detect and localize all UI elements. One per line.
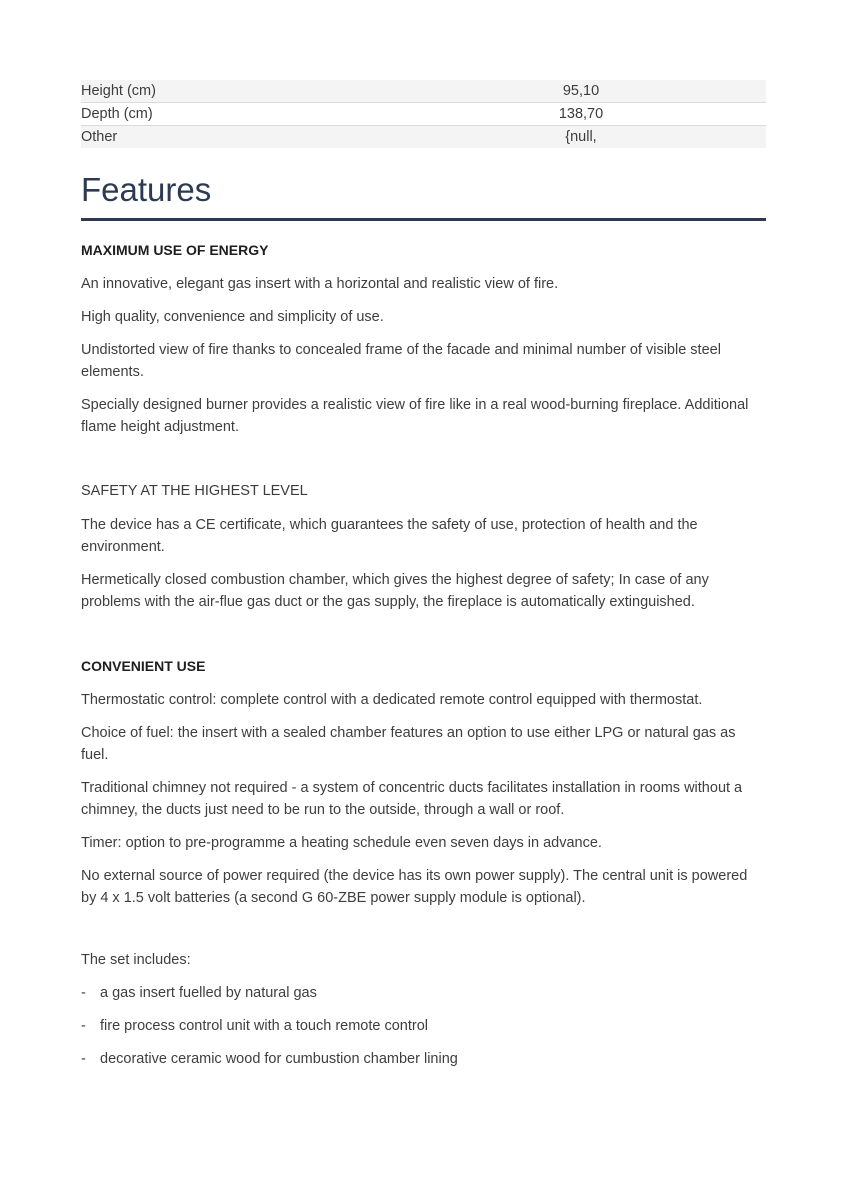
section-safety (81, 482, 766, 613)
set-includes-title: The set includes: (81, 952, 191, 968)
document-page (81, 80, 766, 1081)
specs-table (81, 80, 766, 148)
paragraph: No external source of power required (the device has its own power supply). The central unit is powered by 4 x 1.5 volt batteries (a second G 60-ZBE power supply module is optional). (81, 868, 748, 906)
list-item-text: a gas insert fuelled by natural gas (100, 985, 317, 1001)
set-includes-list (81, 982, 766, 1070)
paragraph: The device has a CE certificate, which guarantees the safety of use, protection of health and the environment. (81, 517, 698, 555)
list-item-text: decorative ceramic wood for cumbustion chamber lining (100, 1051, 458, 1067)
section-heading: CONVENIENT USE (81, 658, 206, 674)
paragraph: High quality, convenience and simplicity of use. (81, 309, 384, 325)
list-item (81, 1015, 766, 1037)
features-title: Features (81, 170, 766, 221)
list-item-text: fire process control unit with a touch remote control (100, 1018, 429, 1034)
bullet-dash: - (81, 1051, 86, 1067)
paragraph: Thermostatic control: complete control with a dedicated remote control equipped with thermostat. (81, 692, 703, 708)
paragraph: Timer: option to pre-programme a heating schedule even seven days in advance. (81, 835, 602, 851)
paragraph: Hermetically closed combustion chamber, which gives the highest degree of safety; In case of any problems with the air-flue gas duct or the gas supply, the fireplace is automatically extinguished. (81, 572, 709, 610)
paragraph: Choice of fuel: the insert with a sealed chamber features an option to use either LPG or natural gas as fuel. (81, 725, 736, 763)
spec-value: 138,70 (531, 103, 766, 126)
table-row (81, 126, 766, 149)
paragraph: Traditional chimney not required - a system of concentric ducts facilitates installation in rooms without a chimney, the ducts just need to be run to the outside, through a wall or roof. (81, 780, 743, 818)
bullet-dash: - (81, 1018, 86, 1034)
section-convenient-use (81, 657, 766, 909)
spec-value: 95,10 (531, 80, 766, 103)
section-energy (81, 241, 766, 438)
paragraph: An innovative, elegant gas insert with a horizontal and realistic view of fire. (81, 276, 559, 292)
spec-value: {null, (531, 126, 766, 149)
bullet-dash: - (81, 985, 86, 1001)
spec-label: Depth (cm) (81, 103, 531, 126)
list-item (81, 982, 766, 1004)
section-heading: SAFETY AT THE HIGHEST LEVEL (81, 483, 308, 499)
paragraph: Undistorted view of fire thanks to concealed frame of the facade and minimal number of visible steel elements. (81, 342, 721, 380)
section-heading: MAXIMUM USE OF ENERGY (81, 242, 269, 258)
table-row (81, 80, 766, 103)
table-row (81, 103, 766, 126)
spec-label: Height (cm) (81, 80, 531, 103)
list-item (81, 1048, 766, 1070)
paragraph: Specially designed burner provides a realistic view of fire like in a real wood-burning fireplace. Additional flame height adjustment. (81, 397, 749, 435)
spec-label: Other (81, 126, 531, 149)
